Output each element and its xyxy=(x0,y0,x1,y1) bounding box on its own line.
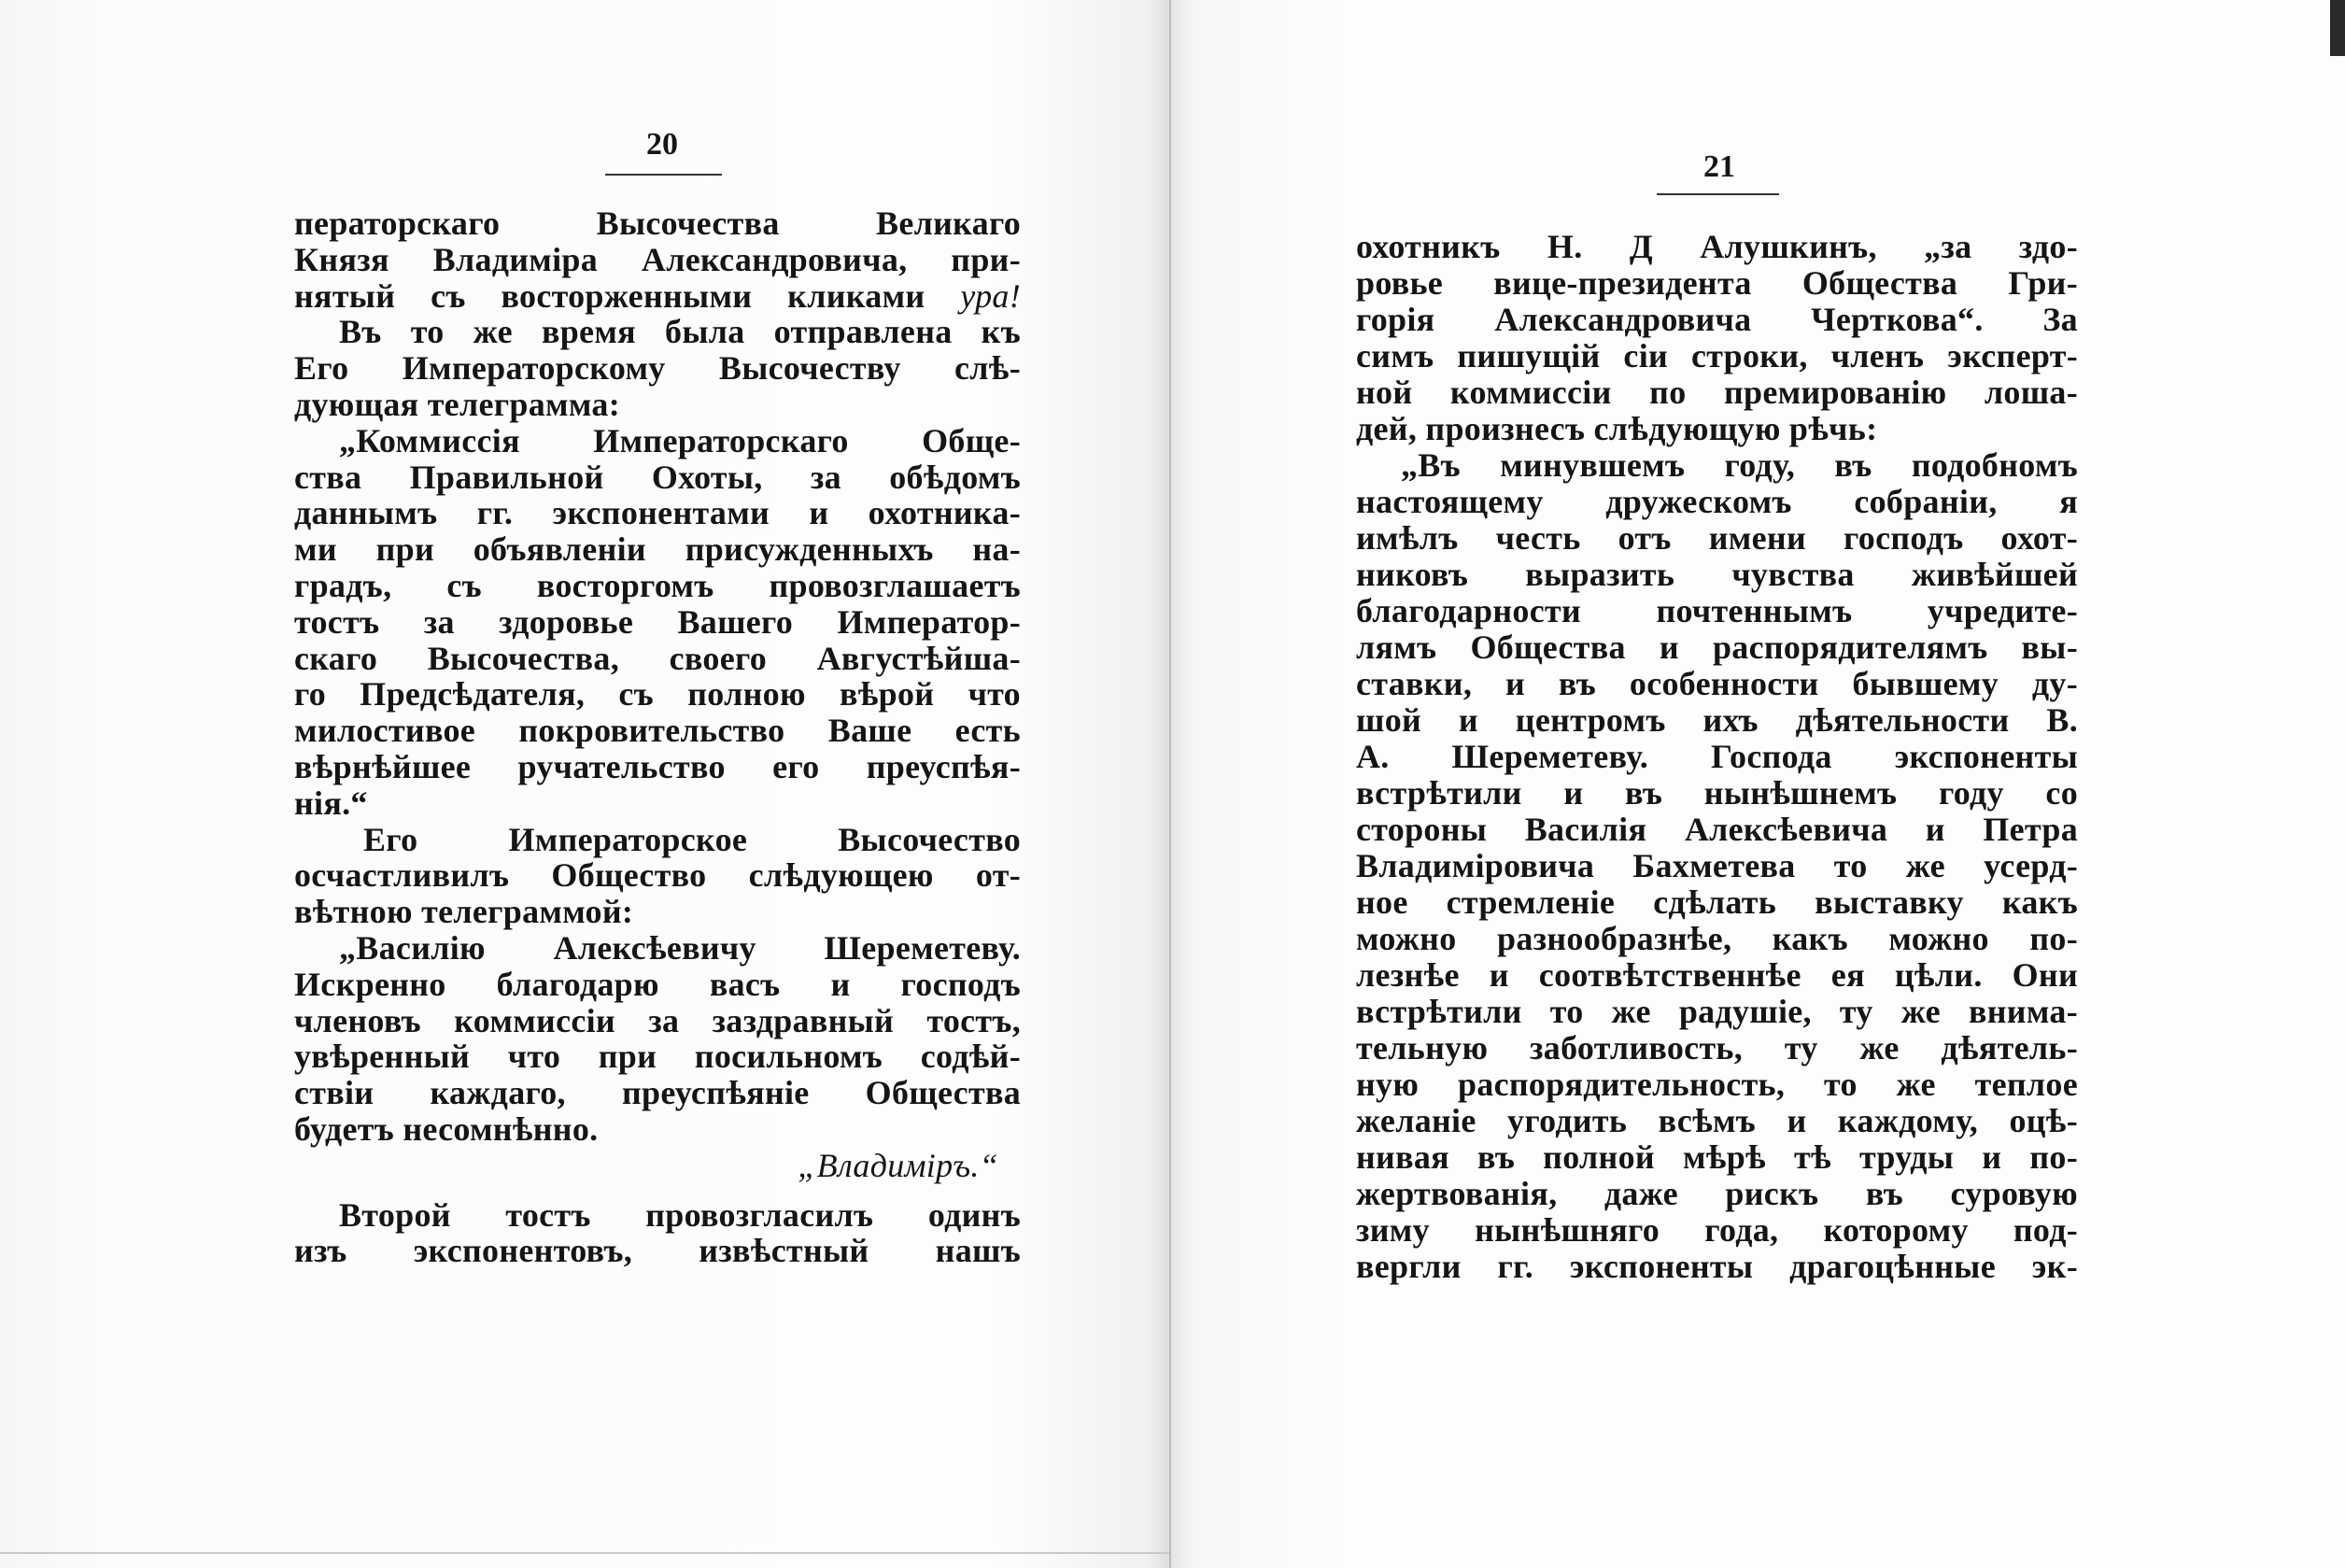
text-line xyxy=(1356,1249,2078,1285)
text-line xyxy=(294,1038,1021,1075)
line-text: можно разнообразнѣе, какъ можно по- xyxy=(1356,920,2078,957)
text-line xyxy=(1356,1067,2078,1103)
line-text: никовъ выразить чувства живѣйшей xyxy=(1356,556,2078,593)
line-text: „Василію Алексѣевичу Шереметеву. xyxy=(339,929,1021,967)
line-text: лезнѣе и соотвѣтственнѣе ея цѣли. Они xyxy=(1356,956,2078,994)
text-line xyxy=(294,1075,1021,1111)
text-line xyxy=(294,857,1021,894)
line-text: Въ то же время была отправлена къ xyxy=(339,313,1021,351)
line-text: Его Императорское Высочество xyxy=(363,820,1021,858)
line-text: шой и центромъ ихъ дѣятельности В. xyxy=(1356,701,2078,739)
left-page xyxy=(0,0,1171,1568)
line-text: стороны Василія Алексѣевича и Петра xyxy=(1356,811,2078,848)
line-text: ми при объявленіи присужденныхъ на- xyxy=(294,530,1021,569)
line-text: даннымъ гг. экспонентами и охотника- xyxy=(294,494,1021,532)
text-line xyxy=(1356,265,2078,302)
text-line xyxy=(294,749,1021,785)
line-text: благодарности почтеннымъ учредите- xyxy=(1356,592,2078,629)
line-text: встрѣтили то же радушіе, ту же внима- xyxy=(1356,993,2078,1030)
text-line xyxy=(1356,848,2078,884)
line-text: охотникъ Н. Д Алушкинъ, „за здо- xyxy=(1356,228,2078,265)
page-number: 21 xyxy=(1703,149,1735,184)
text-line xyxy=(339,423,1021,459)
text-line xyxy=(294,894,1021,930)
line-text: желаніе угодить всѣмъ и каждому, оцѣ- xyxy=(1356,1102,2078,1139)
text-line xyxy=(1356,1212,2078,1249)
line-text: ровье вице-президента Общества Гри- xyxy=(1356,264,2078,302)
line-text: дей, произнесъ слѣдующую рѣчь: xyxy=(1356,410,1878,447)
line-text: зиму нынѣшняго года, которому под- xyxy=(1356,1211,2078,1249)
line-text: А. Шереметеву. Господа экспоненты xyxy=(1356,738,2078,775)
text-line xyxy=(1356,629,2078,666)
line-text: увѣренный что при посильномъ содѣй- xyxy=(294,1038,1021,1076)
text-line xyxy=(1356,302,2078,338)
text-line xyxy=(1356,338,2078,374)
line-text: тостъ за здоровье Вашего Император- xyxy=(294,602,1021,641)
line-text: „Коммиссія Императорскаго Обще- xyxy=(339,421,1021,459)
text-line xyxy=(1356,1139,2078,1176)
text-line xyxy=(1356,1030,2078,1067)
text-line xyxy=(1356,484,2078,520)
line-text: Его Императорскому Высочеству слѣ- xyxy=(294,349,1021,388)
text-line xyxy=(1356,994,2078,1030)
line-text: Второй тостъ провозгласилъ одинъ xyxy=(339,1195,1021,1234)
text-line xyxy=(1356,520,2078,557)
line-text: Владиміровича Бахметева то же усерд- xyxy=(1356,847,2078,884)
line-text: имѣлъ честь отъ имени господъ охот- xyxy=(1356,519,2078,557)
page-number-rule xyxy=(605,174,722,176)
line-text: членовъ коммиссіи за заздравный тостъ, xyxy=(294,1001,1021,1039)
text-line xyxy=(1401,447,2078,484)
text-line xyxy=(294,604,1021,641)
text-line xyxy=(294,387,1021,423)
scan-edge xyxy=(2330,0,2345,56)
italic-text: „Владиміръ.“ xyxy=(798,1146,998,1184)
line-text: милостивое покровительство Ваше есть xyxy=(294,712,1021,750)
text-line xyxy=(339,314,1021,350)
page-number-rule xyxy=(1657,193,1779,195)
text-line xyxy=(1356,411,2078,447)
text-line xyxy=(1356,666,2078,702)
text-line xyxy=(294,641,1021,677)
page-edge xyxy=(0,1552,1171,1554)
line-text: го Предсѣдателя, съ полною вѣрой что xyxy=(294,675,1021,713)
line-text: настоящему дружескомъ собраніи, я xyxy=(1356,483,2078,520)
text-line xyxy=(1356,775,2078,812)
line-text: „Въ минувшемъ году, въ подобномъ xyxy=(1401,446,2078,484)
line-text: жертвованія, даже рискъ въ суровую xyxy=(1356,1175,2078,1212)
text-line xyxy=(294,1111,1021,1148)
line-text: ное стремленіе сдѣлать выставку какъ xyxy=(1356,883,2078,921)
text-line xyxy=(294,713,1021,749)
line-text: вѣтною телеграммой: xyxy=(294,893,634,931)
text-line xyxy=(339,930,1021,967)
line-text: вергли гг. экспоненты драгоцѣнные эк- xyxy=(1356,1248,2078,1285)
line-text: лямъ Общества и распорядителямъ вы- xyxy=(1356,629,2078,666)
text-line xyxy=(294,967,1021,1003)
line-text: Князя Владиміра Александровича, при- xyxy=(294,240,1021,278)
line-text: ствіи каждаго, преуспѣяніе Общества xyxy=(294,1074,1021,1112)
line-text: нивая въ полной мѣрѣ тѣ труды и по- xyxy=(1356,1138,2078,1176)
line-text: горія Александровича Черткова“. За xyxy=(1356,301,2078,338)
line-text: дующая телеграмма: xyxy=(294,386,620,423)
text-line xyxy=(1356,593,2078,629)
line-text: симъ пишущій сіи строки, членъ эксперт- xyxy=(1356,337,2078,374)
line-text: ной коммиссіи по премированію лоша- xyxy=(1356,374,2078,411)
text-line xyxy=(294,1233,1021,1269)
line-text: ставки, и въ особенности бывшему ду- xyxy=(1356,665,2078,702)
text-line xyxy=(294,242,1021,278)
page-number: 20 xyxy=(646,127,678,162)
text-line xyxy=(294,459,1021,496)
text-line xyxy=(1356,1103,2078,1139)
text-line xyxy=(294,676,1021,713)
text-line xyxy=(1356,702,2078,739)
line-text: вѣрнѣйшее ручательство его преуспѣя- xyxy=(294,748,1021,785)
line-text: будетъ несомнѣнно. xyxy=(294,1110,599,1148)
line-text: ператорскаго Высочества Великаго xyxy=(294,205,1021,242)
text-line xyxy=(1356,884,2078,921)
line-text: нія.“ xyxy=(294,784,368,822)
text-line xyxy=(294,568,1021,604)
line-text: Искренно благодарю васъ и господъ xyxy=(294,965,1021,1003)
text-line xyxy=(294,531,1021,568)
text-line xyxy=(294,495,1021,531)
text-line xyxy=(294,785,1021,822)
text-line xyxy=(1356,374,2078,411)
right-page xyxy=(1171,0,2345,1568)
text-line xyxy=(1356,957,2078,994)
text-line xyxy=(294,1148,998,1184)
text-line xyxy=(1356,812,2078,848)
text-line xyxy=(294,278,1021,315)
line-text: ную распорядительность, то же теплое xyxy=(1356,1066,2078,1103)
text-line xyxy=(363,822,1021,858)
text-line xyxy=(294,1003,1021,1039)
line-text: осчастливилъ Общество слѣдующею от- xyxy=(294,856,1021,895)
text-line xyxy=(1356,229,2078,265)
text-line xyxy=(1356,739,2078,775)
text-line xyxy=(1356,557,2078,593)
line-text: градъ, съ восторгомъ провозглашаетъ xyxy=(294,567,1021,604)
line-text: встрѣтили и въ нынѣшнемъ году со xyxy=(1356,774,2078,812)
text-line xyxy=(294,350,1021,387)
line-text: ства Правильной Охоты, за обѣдомъ xyxy=(294,458,1021,496)
text-line xyxy=(1356,921,2078,957)
text-line xyxy=(294,205,1021,242)
line-text: тельную заботливость, ту же дѣятель- xyxy=(1356,1029,2078,1067)
line-text: скаго Высочества, своего Августѣйша- xyxy=(294,639,1021,677)
line-text: изъ экспонентовъ, извѣстный нашъ xyxy=(294,1232,1021,1270)
text-line xyxy=(1356,1176,2078,1212)
italic-text: ура! xyxy=(960,276,1021,315)
line-text: нятый съ восторженными кликами xyxy=(294,276,961,315)
text-line xyxy=(339,1197,1021,1234)
